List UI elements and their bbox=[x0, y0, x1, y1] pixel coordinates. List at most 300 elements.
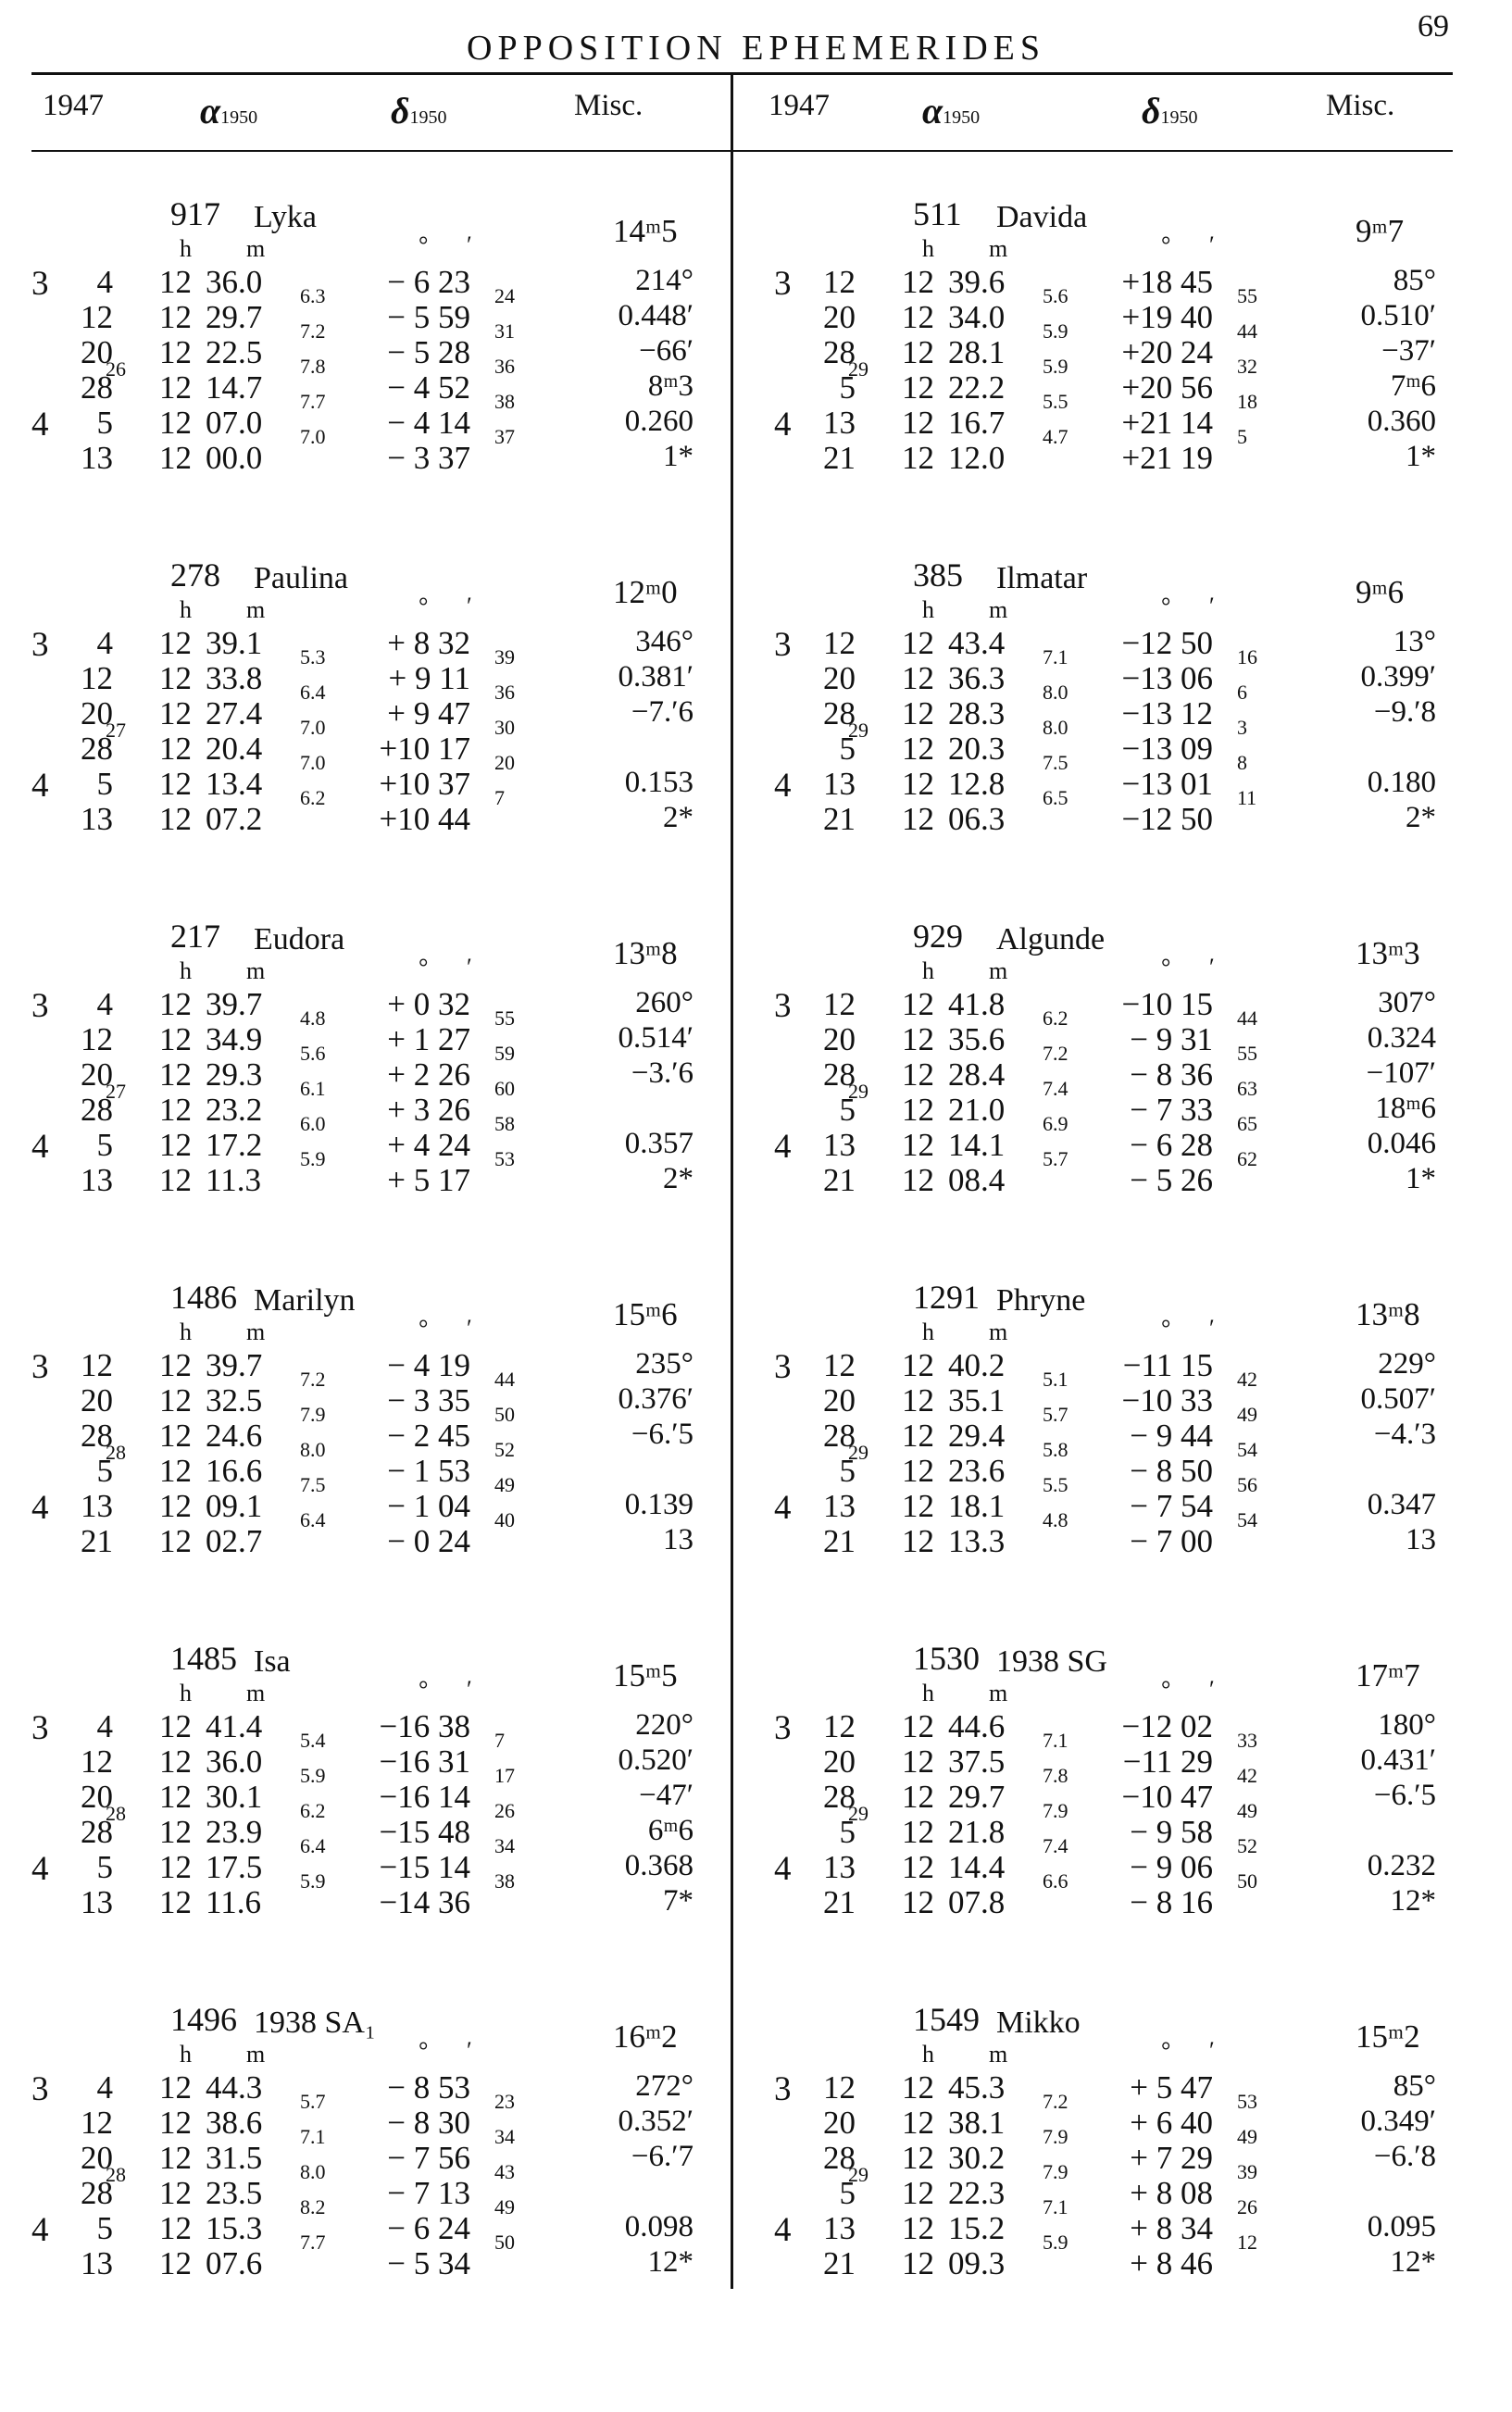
ra-motion: 7.8 bbox=[1043, 1764, 1068, 1787]
ra-minutes: 16.6 bbox=[206, 1453, 263, 1489]
day-interval-label: 29 bbox=[848, 1441, 868, 1464]
ra-motion: 7.5 bbox=[1043, 751, 1068, 774]
asteroid-number: 385 bbox=[913, 556, 963, 594]
unit-degrees: ° bbox=[1161, 2037, 1171, 2064]
ra-motion: 5.9 bbox=[1043, 319, 1068, 343]
misc-value: −9.′8 bbox=[1373, 695, 1436, 729]
ra-minutes: 17.2 bbox=[206, 1127, 263, 1163]
ra-hours: 12 bbox=[159, 1743, 192, 1780]
dec-motion: 23 bbox=[494, 2090, 515, 2113]
dec-motion: 39 bbox=[494, 645, 515, 669]
month-label: 3 bbox=[774, 265, 792, 303]
date-day: 12 bbox=[81, 660, 113, 696]
asteroid-name: Ilmatar bbox=[996, 561, 1088, 595]
declination: − 3 37 bbox=[387, 440, 470, 476]
date-day: 21 bbox=[823, 1523, 856, 1559]
month-label: 4 bbox=[31, 406, 49, 444]
unit-hours: h bbox=[922, 235, 934, 262]
ra-minutes: 32.5 bbox=[206, 1382, 263, 1418]
ra-hours: 12 bbox=[159, 2210, 192, 2246]
ra-hours: 12 bbox=[902, 1092, 934, 1128]
ra-hours: 12 bbox=[159, 1382, 192, 1418]
unit-hours: h bbox=[180, 1680, 192, 1706]
date-day: 20 bbox=[823, 660, 856, 696]
asteroid-name: Davida bbox=[996, 200, 1088, 234]
declination: −11 29 bbox=[1122, 1743, 1213, 1780]
ra-minutes: 35.1 bbox=[948, 1382, 1006, 1418]
ra-hours: 12 bbox=[902, 1779, 934, 1815]
declination: − 7 13 bbox=[387, 2175, 470, 2211]
dec-motion: 60 bbox=[494, 1077, 515, 1100]
ra-hours: 12 bbox=[159, 1488, 192, 1524]
date-day: 21 bbox=[823, 801, 856, 837]
ra-minutes: 13.3 bbox=[948, 1523, 1006, 1559]
misc-value: −66′ bbox=[639, 334, 694, 368]
misc-value: 0.260 bbox=[624, 405, 694, 438]
date-day: 5 bbox=[839, 1092, 856, 1128]
date-day: 4 bbox=[96, 264, 113, 300]
ra-minutes: 28.4 bbox=[948, 1056, 1006, 1093]
ra-motion: 7.9 bbox=[300, 1403, 326, 1426]
dec-motion: 40 bbox=[494, 1508, 515, 1531]
misc-value: 2* bbox=[663, 1162, 694, 1195]
unit-degrees: ° bbox=[419, 954, 429, 981]
ra-hours: 12 bbox=[159, 1162, 192, 1198]
date-day: 20 bbox=[823, 299, 856, 335]
ra-hours: 12 bbox=[159, 695, 192, 731]
unit-arcmin: ′ bbox=[467, 954, 472, 981]
header-year: 1947 bbox=[768, 89, 830, 122]
date-day: 28 bbox=[823, 334, 856, 370]
ephemeris-block bbox=[31, 1639, 726, 1944]
misc-value: 0.510′ bbox=[1360, 299, 1436, 332]
declination: + 9 47 bbox=[387, 695, 470, 731]
ra-minutes: 39.6 bbox=[948, 264, 1006, 300]
date-day: 13 bbox=[823, 1849, 856, 1885]
ra-hours: 12 bbox=[159, 369, 192, 406]
ra-motion: 8.0 bbox=[300, 2160, 326, 2183]
ra-hours: 12 bbox=[902, 334, 934, 370]
day-interval-label: 29 bbox=[848, 2163, 868, 2186]
month-label: 4 bbox=[31, 1128, 49, 1166]
dec-motion: 55 bbox=[494, 1006, 515, 1030]
dec-motion: 3 bbox=[1237, 716, 1247, 739]
misc-value: 0.098 bbox=[624, 2210, 694, 2243]
unit-degrees: ° bbox=[419, 593, 429, 619]
day-interval-label: 26 bbox=[106, 357, 126, 381]
dec-motion: 55 bbox=[1237, 1042, 1257, 1065]
ephemeris-block bbox=[31, 917, 726, 1222]
misc-value: −37′ bbox=[1381, 334, 1436, 368]
unit-minutes: m bbox=[246, 957, 266, 984]
dec-motion: 26 bbox=[494, 1799, 515, 1822]
ra-hours: 12 bbox=[159, 2140, 192, 2176]
date-day: 13 bbox=[823, 405, 856, 441]
asteroid-name: Isa bbox=[254, 1644, 291, 1679]
declination: −15 14 bbox=[379, 1849, 470, 1885]
ra-motion: 5.9 bbox=[1043, 355, 1068, 378]
declination: − 9 44 bbox=[1130, 1418, 1213, 1454]
dec-motion: 52 bbox=[494, 1438, 515, 1461]
ra-hours: 12 bbox=[159, 1779, 192, 1815]
ra-minutes: 20.3 bbox=[948, 731, 1006, 767]
unit-minutes: m bbox=[246, 1680, 266, 1706]
ra-hours: 12 bbox=[159, 405, 192, 441]
ra-minutes: 34.9 bbox=[206, 1021, 263, 1057]
unit-degrees: ° bbox=[1161, 1676, 1171, 1703]
ra-hours: 12 bbox=[159, 801, 192, 837]
declination: − 9 58 bbox=[1130, 1814, 1213, 1850]
dec-motion: 50 bbox=[494, 1403, 515, 1426]
month-label: 3 bbox=[774, 1709, 792, 1747]
unit-degrees: ° bbox=[1161, 593, 1171, 619]
misc-value: 0.180 bbox=[1367, 766, 1436, 799]
ra-hours: 12 bbox=[902, 2210, 934, 2246]
declination: −13 01 bbox=[1121, 766, 1213, 802]
ra-minutes: 39.1 bbox=[206, 625, 263, 661]
date-day: 13 bbox=[823, 1127, 856, 1163]
date-day: 4 bbox=[96, 2069, 113, 2106]
ra-minutes: 21.0 bbox=[948, 1092, 1006, 1128]
ra-hours: 12 bbox=[902, 660, 934, 696]
date-day: 5 bbox=[96, 1453, 113, 1489]
ra-hours: 12 bbox=[159, 299, 192, 335]
ra-minutes: 30.2 bbox=[948, 2140, 1006, 2176]
unit-degrees: ° bbox=[1161, 1315, 1171, 1342]
unit-arcmin: ′ bbox=[467, 2037, 472, 2064]
ra-motion: 7.0 bbox=[300, 425, 326, 448]
declination: +20 24 bbox=[1121, 334, 1213, 370]
declination: −16 14 bbox=[379, 1779, 470, 1815]
date-day: 21 bbox=[823, 1884, 856, 1920]
asteroid-number: 278 bbox=[170, 556, 220, 594]
date-day: 28 bbox=[823, 1056, 856, 1093]
misc-value: 0.349′ bbox=[1360, 2105, 1436, 2138]
top-rule bbox=[31, 72, 1453, 75]
ephemeris-block bbox=[31, 2000, 726, 2306]
date-day: 12 bbox=[81, 299, 113, 335]
ra-hours: 12 bbox=[902, 2140, 934, 2176]
ra-hours: 12 bbox=[902, 1127, 934, 1163]
misc-value: 307° bbox=[1378, 986, 1436, 1019]
ra-motion: 5.7 bbox=[1043, 1403, 1068, 1426]
alpha-epoch: 1950 bbox=[943, 107, 981, 128]
misc-value: 13 bbox=[1406, 1523, 1436, 1556]
unit-minutes: m bbox=[246, 596, 266, 623]
dec-motion: 11 bbox=[1237, 786, 1257, 809]
declination: + 0 32 bbox=[387, 986, 470, 1022]
day-interval-label: 29 bbox=[848, 1802, 868, 1825]
date-day: 5 bbox=[96, 2210, 113, 2246]
date-day: 28 bbox=[81, 1418, 113, 1454]
asteroid-name: Marilyn bbox=[254, 1283, 356, 1318]
misc-value: 0.431′ bbox=[1360, 1743, 1436, 1777]
ra-minutes: 11.3 bbox=[206, 1162, 261, 1198]
unit-minutes: m bbox=[989, 957, 1008, 984]
ra-hours: 12 bbox=[902, 1814, 934, 1850]
dec-motion: 12 bbox=[1237, 2231, 1257, 2254]
ra-minutes: 00.0 bbox=[206, 440, 263, 476]
declination: −13 12 bbox=[1121, 695, 1213, 731]
dec-motion: 54 bbox=[1237, 1508, 1257, 1531]
ra-hours: 12 bbox=[902, 2175, 934, 2211]
date-day: 5 bbox=[839, 1453, 856, 1489]
ra-minutes: 37.5 bbox=[948, 1743, 1006, 1780]
ra-minutes: 45.3 bbox=[948, 2069, 1006, 2106]
date-day: 20 bbox=[81, 695, 113, 731]
month-label: 4 bbox=[774, 767, 792, 805]
ra-hours: 12 bbox=[159, 731, 192, 767]
date-day: 5 bbox=[96, 1127, 113, 1163]
unit-minutes: m bbox=[246, 235, 266, 262]
ra-hours: 12 bbox=[902, 1162, 934, 1198]
declination: −16 38 bbox=[379, 1708, 470, 1744]
date-day: 28 bbox=[81, 1814, 113, 1850]
ra-motion: 5.9 bbox=[300, 1147, 326, 1170]
dec-motion: 55 bbox=[1237, 284, 1257, 307]
date-day: 28 bbox=[823, 1779, 856, 1815]
ra-hours: 12 bbox=[159, 1347, 192, 1383]
ra-motion: 8.2 bbox=[300, 2195, 326, 2218]
misc-value: −47′ bbox=[639, 1779, 694, 1812]
misc-value: 220° bbox=[635, 1708, 694, 1742]
dec-motion: 18 bbox=[1237, 390, 1257, 413]
unit-arcmin: ′ bbox=[1209, 2037, 1215, 2064]
ra-hours: 12 bbox=[159, 1453, 192, 1489]
unit-hours: h bbox=[180, 1318, 192, 1345]
unit-minutes: m bbox=[989, 1318, 1008, 1345]
column-header-right bbox=[737, 89, 1450, 144]
date-day: 20 bbox=[81, 2140, 113, 2176]
header-misc: Misc. bbox=[574, 89, 644, 122]
declination: + 8 08 bbox=[1130, 2175, 1213, 2211]
month-label: 3 bbox=[774, 987, 792, 1025]
misc-value: 13° bbox=[1393, 625, 1436, 658]
header-alpha bbox=[200, 89, 257, 132]
asteroid-magnitude: 13ᵐ8 bbox=[1356, 1296, 1420, 1332]
dec-motion: 24 bbox=[494, 284, 515, 307]
month-label: 4 bbox=[31, 767, 49, 805]
declination: −10 15 bbox=[1121, 986, 1213, 1022]
misc-value: 0.368 bbox=[624, 1849, 694, 1882]
declination: −12 50 bbox=[1121, 801, 1213, 837]
ra-hours: 12 bbox=[902, 1021, 934, 1057]
ra-motion: 5.3 bbox=[300, 645, 326, 669]
declination: − 5 26 bbox=[1130, 1162, 1213, 1198]
ra-minutes: 06.3 bbox=[948, 801, 1006, 837]
ra-hours: 12 bbox=[159, 2105, 192, 2141]
date-day: 13 bbox=[81, 801, 113, 837]
ra-motion: 6.3 bbox=[300, 284, 326, 307]
ra-hours: 12 bbox=[159, 2175, 192, 2211]
ra-minutes: 21.8 bbox=[948, 1814, 1006, 1850]
ra-minutes: 23.2 bbox=[206, 1092, 263, 1128]
declination: +10 17 bbox=[379, 731, 470, 767]
asteroid-number: 511 bbox=[913, 195, 962, 232]
ra-hours: 12 bbox=[159, 1418, 192, 1454]
date-day: 21 bbox=[823, 1162, 856, 1198]
ephemeris-block bbox=[31, 194, 726, 500]
ra-motion: 4.7 bbox=[1043, 425, 1068, 448]
date-day: 12 bbox=[823, 986, 856, 1022]
date-day: 12 bbox=[823, 1708, 856, 1744]
month-label: 4 bbox=[31, 1850, 49, 1888]
ra-motion: 7.1 bbox=[1043, 1729, 1068, 1752]
misc-value: 7* bbox=[663, 1884, 694, 1918]
ra-minutes: 11.6 bbox=[206, 1884, 261, 1920]
ra-minutes: 15.2 bbox=[948, 2210, 1006, 2246]
date-day: 5 bbox=[96, 1849, 113, 1885]
ra-minutes: 27.4 bbox=[206, 695, 263, 731]
date-day: 12 bbox=[81, 1347, 113, 1383]
declination: −13 06 bbox=[1121, 660, 1213, 696]
date-day: 12 bbox=[81, 1021, 113, 1057]
date-day: 12 bbox=[823, 2069, 856, 2106]
date-day: 4 bbox=[96, 1708, 113, 1744]
ra-minutes: 18.1 bbox=[948, 1488, 1006, 1524]
delta-epoch: 1950 bbox=[409, 107, 447, 128]
declination: − 8 53 bbox=[387, 2069, 470, 2106]
page-number: 69 bbox=[1418, 9, 1449, 44]
dec-motion: 44 bbox=[494, 1368, 515, 1391]
declination: − 4 52 bbox=[387, 369, 470, 406]
ra-minutes: 28.1 bbox=[948, 334, 1006, 370]
ra-hours: 12 bbox=[159, 1523, 192, 1559]
unit-arcmin: ′ bbox=[467, 231, 472, 258]
unit-arcmin: ′ bbox=[467, 593, 472, 619]
dec-motion: 7 bbox=[494, 786, 505, 809]
misc-value: 229° bbox=[1378, 1347, 1436, 1381]
ra-minutes: 38.6 bbox=[206, 2105, 263, 2141]
ra-minutes: 15.3 bbox=[206, 2210, 263, 2246]
misc-value: 0.095 bbox=[1367, 2210, 1436, 2243]
declination: − 8 16 bbox=[1130, 1884, 1213, 1920]
dec-motion: 42 bbox=[1237, 1368, 1257, 1391]
date-day: 5 bbox=[839, 369, 856, 406]
date-day: 28 bbox=[81, 369, 113, 406]
dec-motion: 49 bbox=[494, 1473, 515, 1496]
dec-motion: 49 bbox=[494, 2195, 515, 2218]
unit-arcmin: ′ bbox=[1209, 954, 1215, 981]
date-day: 21 bbox=[823, 440, 856, 476]
date-day: 28 bbox=[81, 731, 113, 767]
ra-minutes: 41.8 bbox=[948, 986, 1006, 1022]
date-day: 20 bbox=[81, 1382, 113, 1418]
declination: − 6 24 bbox=[387, 2210, 470, 2246]
misc-value: 0.232 bbox=[1367, 1849, 1436, 1882]
ra-motion: 7.7 bbox=[300, 2231, 326, 2254]
ra-hours: 12 bbox=[902, 1488, 934, 1524]
ra-motion: 6.0 bbox=[300, 1112, 326, 1135]
alpha-symbol: α bbox=[922, 90, 943, 131]
ra-motion: 6.1 bbox=[300, 1077, 326, 1100]
unit-arcmin: ′ bbox=[1209, 1676, 1215, 1703]
unit-arcmin: ′ bbox=[1209, 1315, 1215, 1342]
dec-motion: 54 bbox=[1237, 1438, 1257, 1461]
ra-hours: 12 bbox=[902, 1056, 934, 1093]
dec-motion: 49 bbox=[1237, 2125, 1257, 2148]
month-label: 4 bbox=[31, 2211, 49, 2249]
unit-hours: h bbox=[180, 235, 192, 262]
declination: +10 44 bbox=[379, 801, 470, 837]
dec-motion: 26 bbox=[1237, 2195, 1257, 2218]
declination: − 8 36 bbox=[1130, 1056, 1213, 1093]
asteroid-magnitude: 15ᵐ5 bbox=[613, 1657, 678, 1693]
misc-value: 0.352′ bbox=[618, 2105, 694, 2138]
date-day: 12 bbox=[823, 1347, 856, 1383]
column-header-left bbox=[31, 89, 744, 144]
ra-hours: 12 bbox=[902, 986, 934, 1022]
misc-value: 1* bbox=[1406, 440, 1436, 473]
ra-hours: 12 bbox=[902, 1743, 934, 1780]
misc-value: −107′ bbox=[1366, 1056, 1436, 1090]
unit-degrees: ° bbox=[419, 2037, 429, 2064]
date-day: 5 bbox=[839, 1814, 856, 1850]
misc-value: 1* bbox=[663, 440, 694, 473]
misc-value: −3.′6 bbox=[631, 1056, 694, 1090]
ra-minutes: 14.7 bbox=[206, 369, 263, 406]
misc-value: 0.507′ bbox=[1360, 1382, 1436, 1416]
declination: + 8 32 bbox=[387, 625, 470, 661]
misc-value: 180° bbox=[1378, 1708, 1436, 1742]
misc-value: 0.139 bbox=[624, 1488, 694, 1521]
ra-minutes: 09.3 bbox=[948, 2245, 1006, 2281]
declination: −16 31 bbox=[379, 1743, 470, 1780]
column-divider bbox=[731, 74, 733, 2289]
ra-motion: 7.2 bbox=[1043, 1042, 1068, 1065]
ra-hours: 12 bbox=[902, 440, 934, 476]
date-day: 28 bbox=[81, 2175, 113, 2211]
date-day: 20 bbox=[81, 1779, 113, 1815]
ephemeris-block bbox=[774, 917, 1468, 1222]
misc-value: 12* bbox=[647, 2245, 694, 2279]
month-label: 3 bbox=[31, 626, 49, 664]
unit-hours: h bbox=[922, 596, 934, 623]
declination: − 8 30 bbox=[387, 2105, 470, 2141]
asteroid-name: Algunde bbox=[996, 922, 1106, 956]
ra-motion: 7.1 bbox=[1043, 2195, 1068, 2218]
misc-value: 0.376′ bbox=[618, 1382, 694, 1416]
ra-minutes: 29.4 bbox=[948, 1418, 1006, 1454]
ra-minutes: 08.4 bbox=[948, 1162, 1006, 1198]
date-day: 4 bbox=[96, 986, 113, 1022]
dec-motion: 30 bbox=[494, 716, 515, 739]
ra-motion: 6.5 bbox=[1043, 786, 1068, 809]
ra-motion: 5.5 bbox=[1043, 390, 1068, 413]
dec-motion: 8 bbox=[1237, 751, 1247, 774]
ra-minutes: 39.7 bbox=[206, 986, 263, 1022]
date-day: 13 bbox=[81, 440, 113, 476]
month-label: 4 bbox=[774, 406, 792, 444]
misc-value: 2* bbox=[1406, 801, 1436, 834]
dec-motion: 43 bbox=[494, 2160, 515, 2183]
ra-motion: 5.5 bbox=[1043, 1473, 1068, 1496]
unit-degrees: ° bbox=[419, 231, 429, 258]
alpha-symbol: α bbox=[200, 90, 221, 131]
ra-motion: 6.6 bbox=[1043, 1869, 1068, 1893]
header-delta bbox=[1142, 89, 1198, 132]
date-day: 13 bbox=[81, 2245, 113, 2281]
asteroid-magnitude: 9ᵐ6 bbox=[1356, 574, 1405, 610]
declination: − 5 28 bbox=[387, 334, 470, 370]
misc-value: 0.520′ bbox=[618, 1743, 694, 1777]
date-day: 13 bbox=[81, 1884, 113, 1920]
date-day: 13 bbox=[823, 1488, 856, 1524]
day-interval-label: 27 bbox=[106, 1080, 126, 1103]
unit-hours: h bbox=[922, 1680, 934, 1706]
ra-hours: 12 bbox=[902, 1884, 934, 1920]
date-day: 20 bbox=[81, 1056, 113, 1093]
